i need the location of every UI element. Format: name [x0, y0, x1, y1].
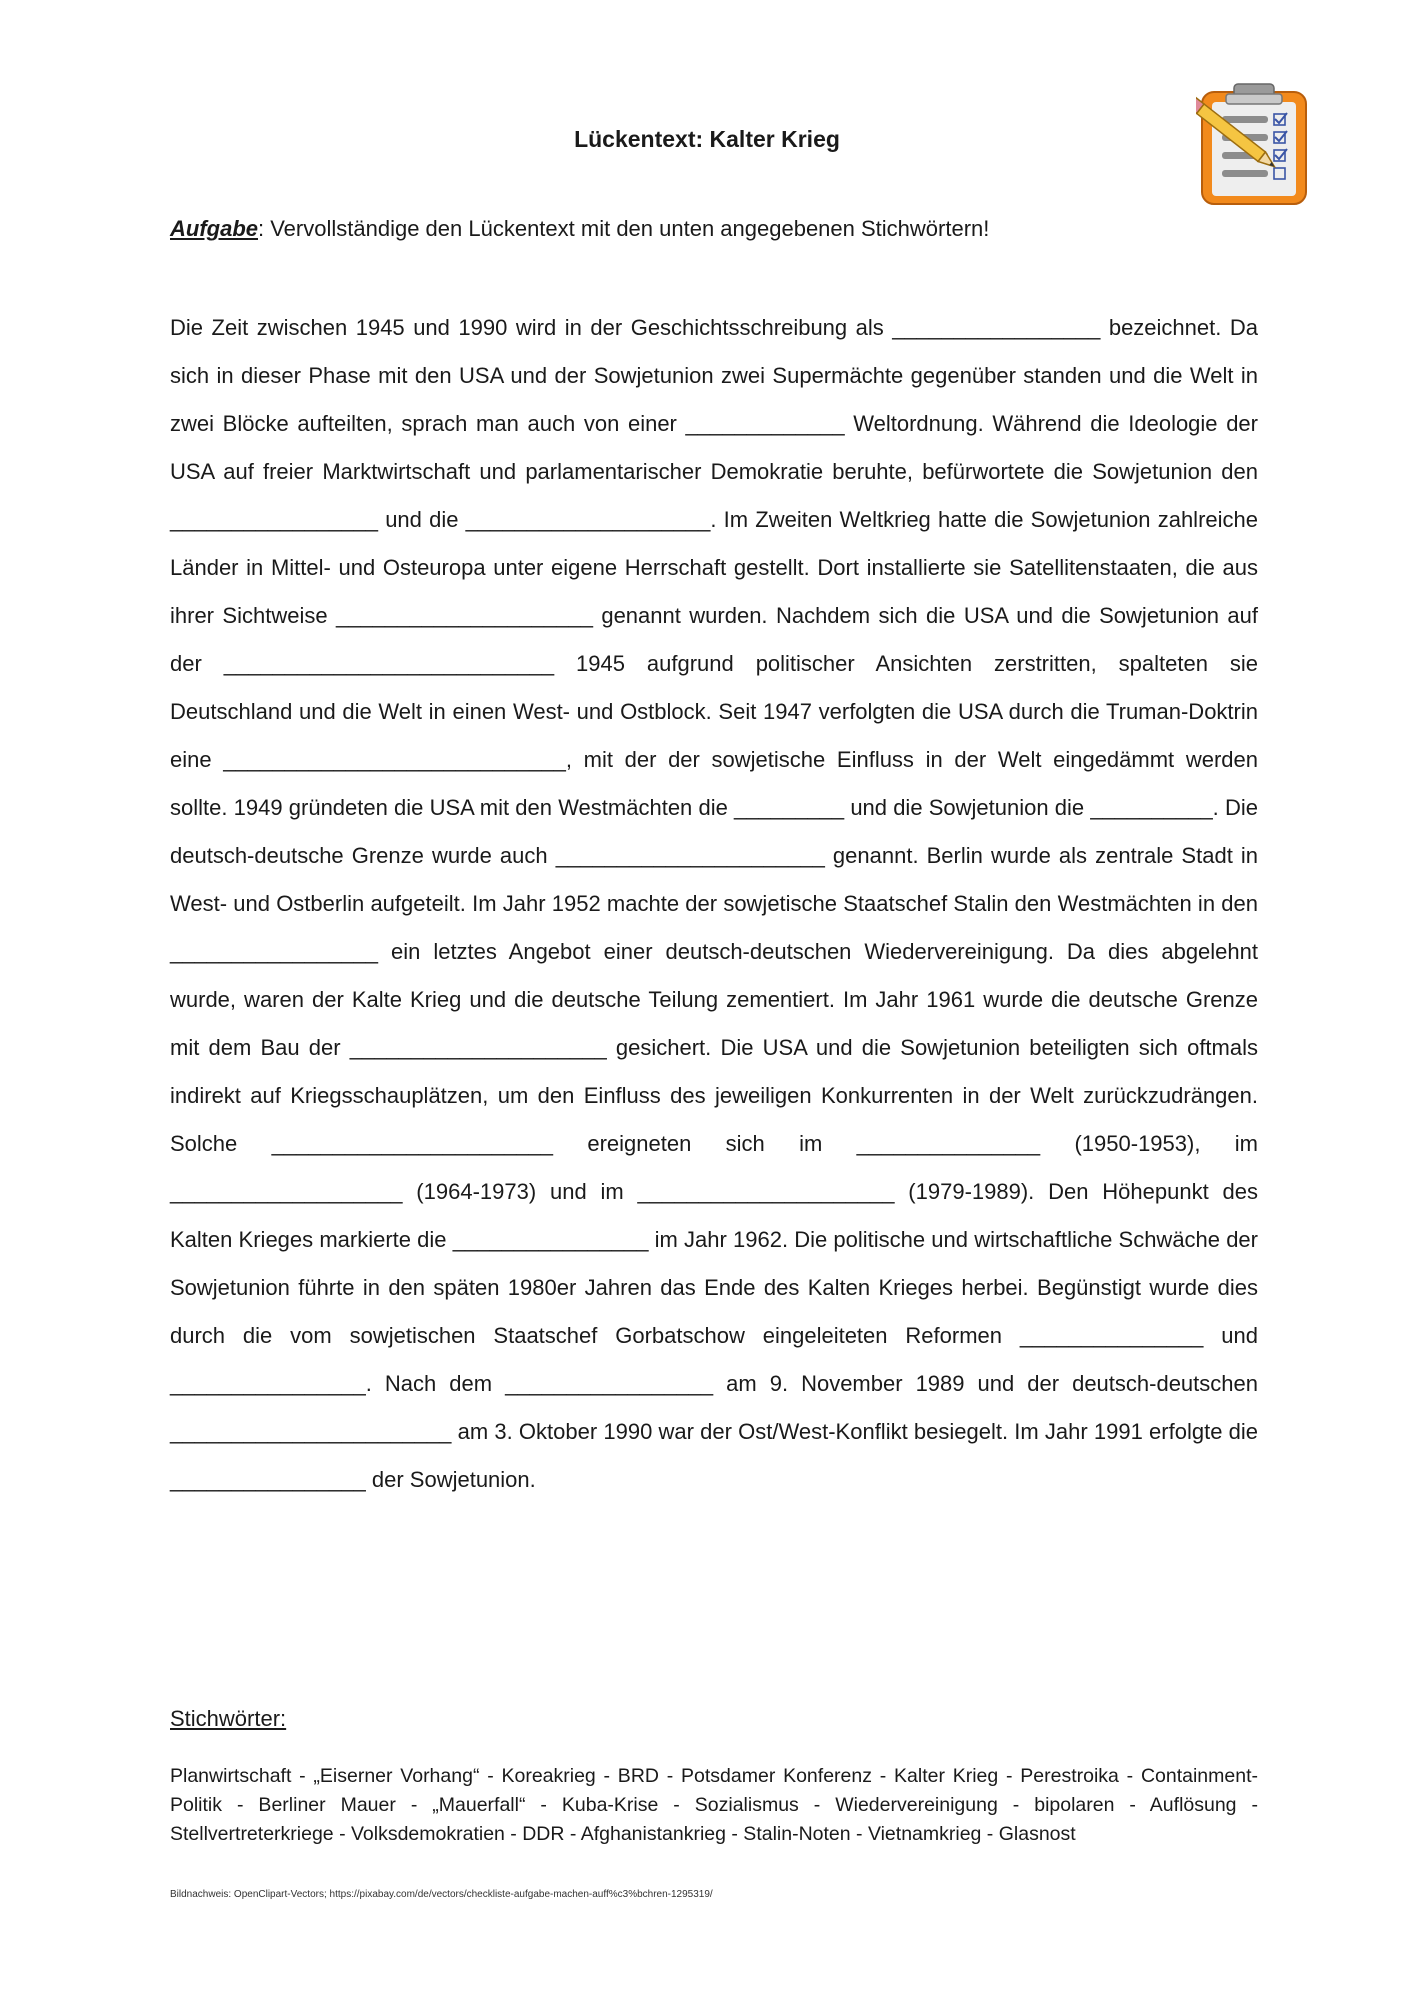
worksheet-title: Lückentext: Kalter Krieg — [574, 126, 840, 152]
task-text: : Vervollständige den Lückentext mit den unten angegebenen Stichwörtern! — [258, 216, 990, 241]
task-instruction — [170, 214, 1260, 244]
wordbank-heading: Stichwörter: — [170, 1706, 287, 1731]
wordbank-list: Planwirtschaft - „Eiserner Vorhang“ - Koreakrieg - BRD - Potsdamer Konferenz - Kalter Krieg - Perestroika - Containment-Politik - Berliner Mauer - „Mauerfall“ - Kuba-Krise - Sozialismus - Wiedervereinigung - bipolaren - Auflösung - Stellvertreterkriege - Volksdemokratien - DDR - Afghanistankrieg - Stalin-Noten - Vietnamkrieg - Glasnost — [170, 1765, 1258, 1845]
task-label: Aufgabe — [170, 216, 258, 241]
gap-text-paragraph: Die Zeit zwischen 1945 und 1990 wird in der Geschichtsschreibung als _________________ bezeichnet. Da sich in dieser Phase mit den USA und der Sowjetunion zwei Supermächte gegenüber standen und die Welt in zwei Blöcke aufteilten, sprach man auch von einer _____________ Weltordnung. Während die Ideologie der USA auf freier Marktwirtschaft und parlamentarischer Demokratie beruhte, befürwortete die Sowjetunion den _________________ und die ____________________. Im Zweiten Weltkrieg hatte die Sowjetunion zahlreiche Länder in Mittel- und Osteuropa unter eigene Herrschaft gestellt. Dort installierte sie Satellitenstaaten, die aus ihrer Sichtweise _____________________ genannt wurden. Nachdem sich die USA und die Sowjetunion auf der ___________________________ 1945 aufgrund politischer Ansichten zerstritten, spalteten sie Deutschland und die Welt in einen West- und Ostblock. Seit 1947 verfolgten die USA durch die Truman-Doktrin eine ____________________________, mit der der sowjetische Einfluss in der Welt eingedämmt werden sollte. 1949 gründeten die USA mit den Westmächten die _________ und die Sowjetunion die __________. Die deutsch-deutsche Grenze wurde auch ______________________ genannt. Berlin wurde als zentrale Stadt in West- und Ostberlin aufgeteilt. Im Jahr 1952 machte der sowjetische Staatschef Stalin den Westmächten in den _________________ ein letztes Angebot einer deutsch-deutschen Wiedervereinigung. Da dies abgelehnt wurde, waren der Kalte Krieg und die deutsche Teilung zementiert. Im Jahr 1961 wurde die deutsche Grenze mit dem Bau der _____________________ gesichert. Die USA und die Sowjetunion beteiligten sich oftmals indirekt auf Kriegsschauplätzen, um den Einfluss des jeweiligen Konkurrenten in der Welt zurückzudrängen. Solche _______________________ ereigneten sich im _______________ (1950-1953), im ___________________ (1964-1973) und im _____________________ (1979-1989). Den Höhepunkt des Kalten Krieges markierte die ________________ im Jahr 1962. Die politische und wirtschaftliche Schwäche der Sowjetunion führte in den späten 1980er Jahren das Ende des Kalten Krieges herbei. Begünstigt wurde dies durch die vom sowjetischen Staatschef Gorbatschow eingeleiteten Reformen _______________ und ________________. Nach dem _________________ am 9. November 1989 und der deutsch-deutschen _______________________ am 3. Oktober 1990 war der Ost/West-Konflikt besiegelt. Im Jahr 1991 erfolgte die ________________ der Sowjetunion. — [170, 315, 1258, 1492]
image-credit: Bildnachweis: OpenClipart-Vectors; https://pixabay.com/de/vectors/checkliste-aufgabe-machen-auff%c3%bchren-1295319/ — [170, 1889, 713, 1900]
